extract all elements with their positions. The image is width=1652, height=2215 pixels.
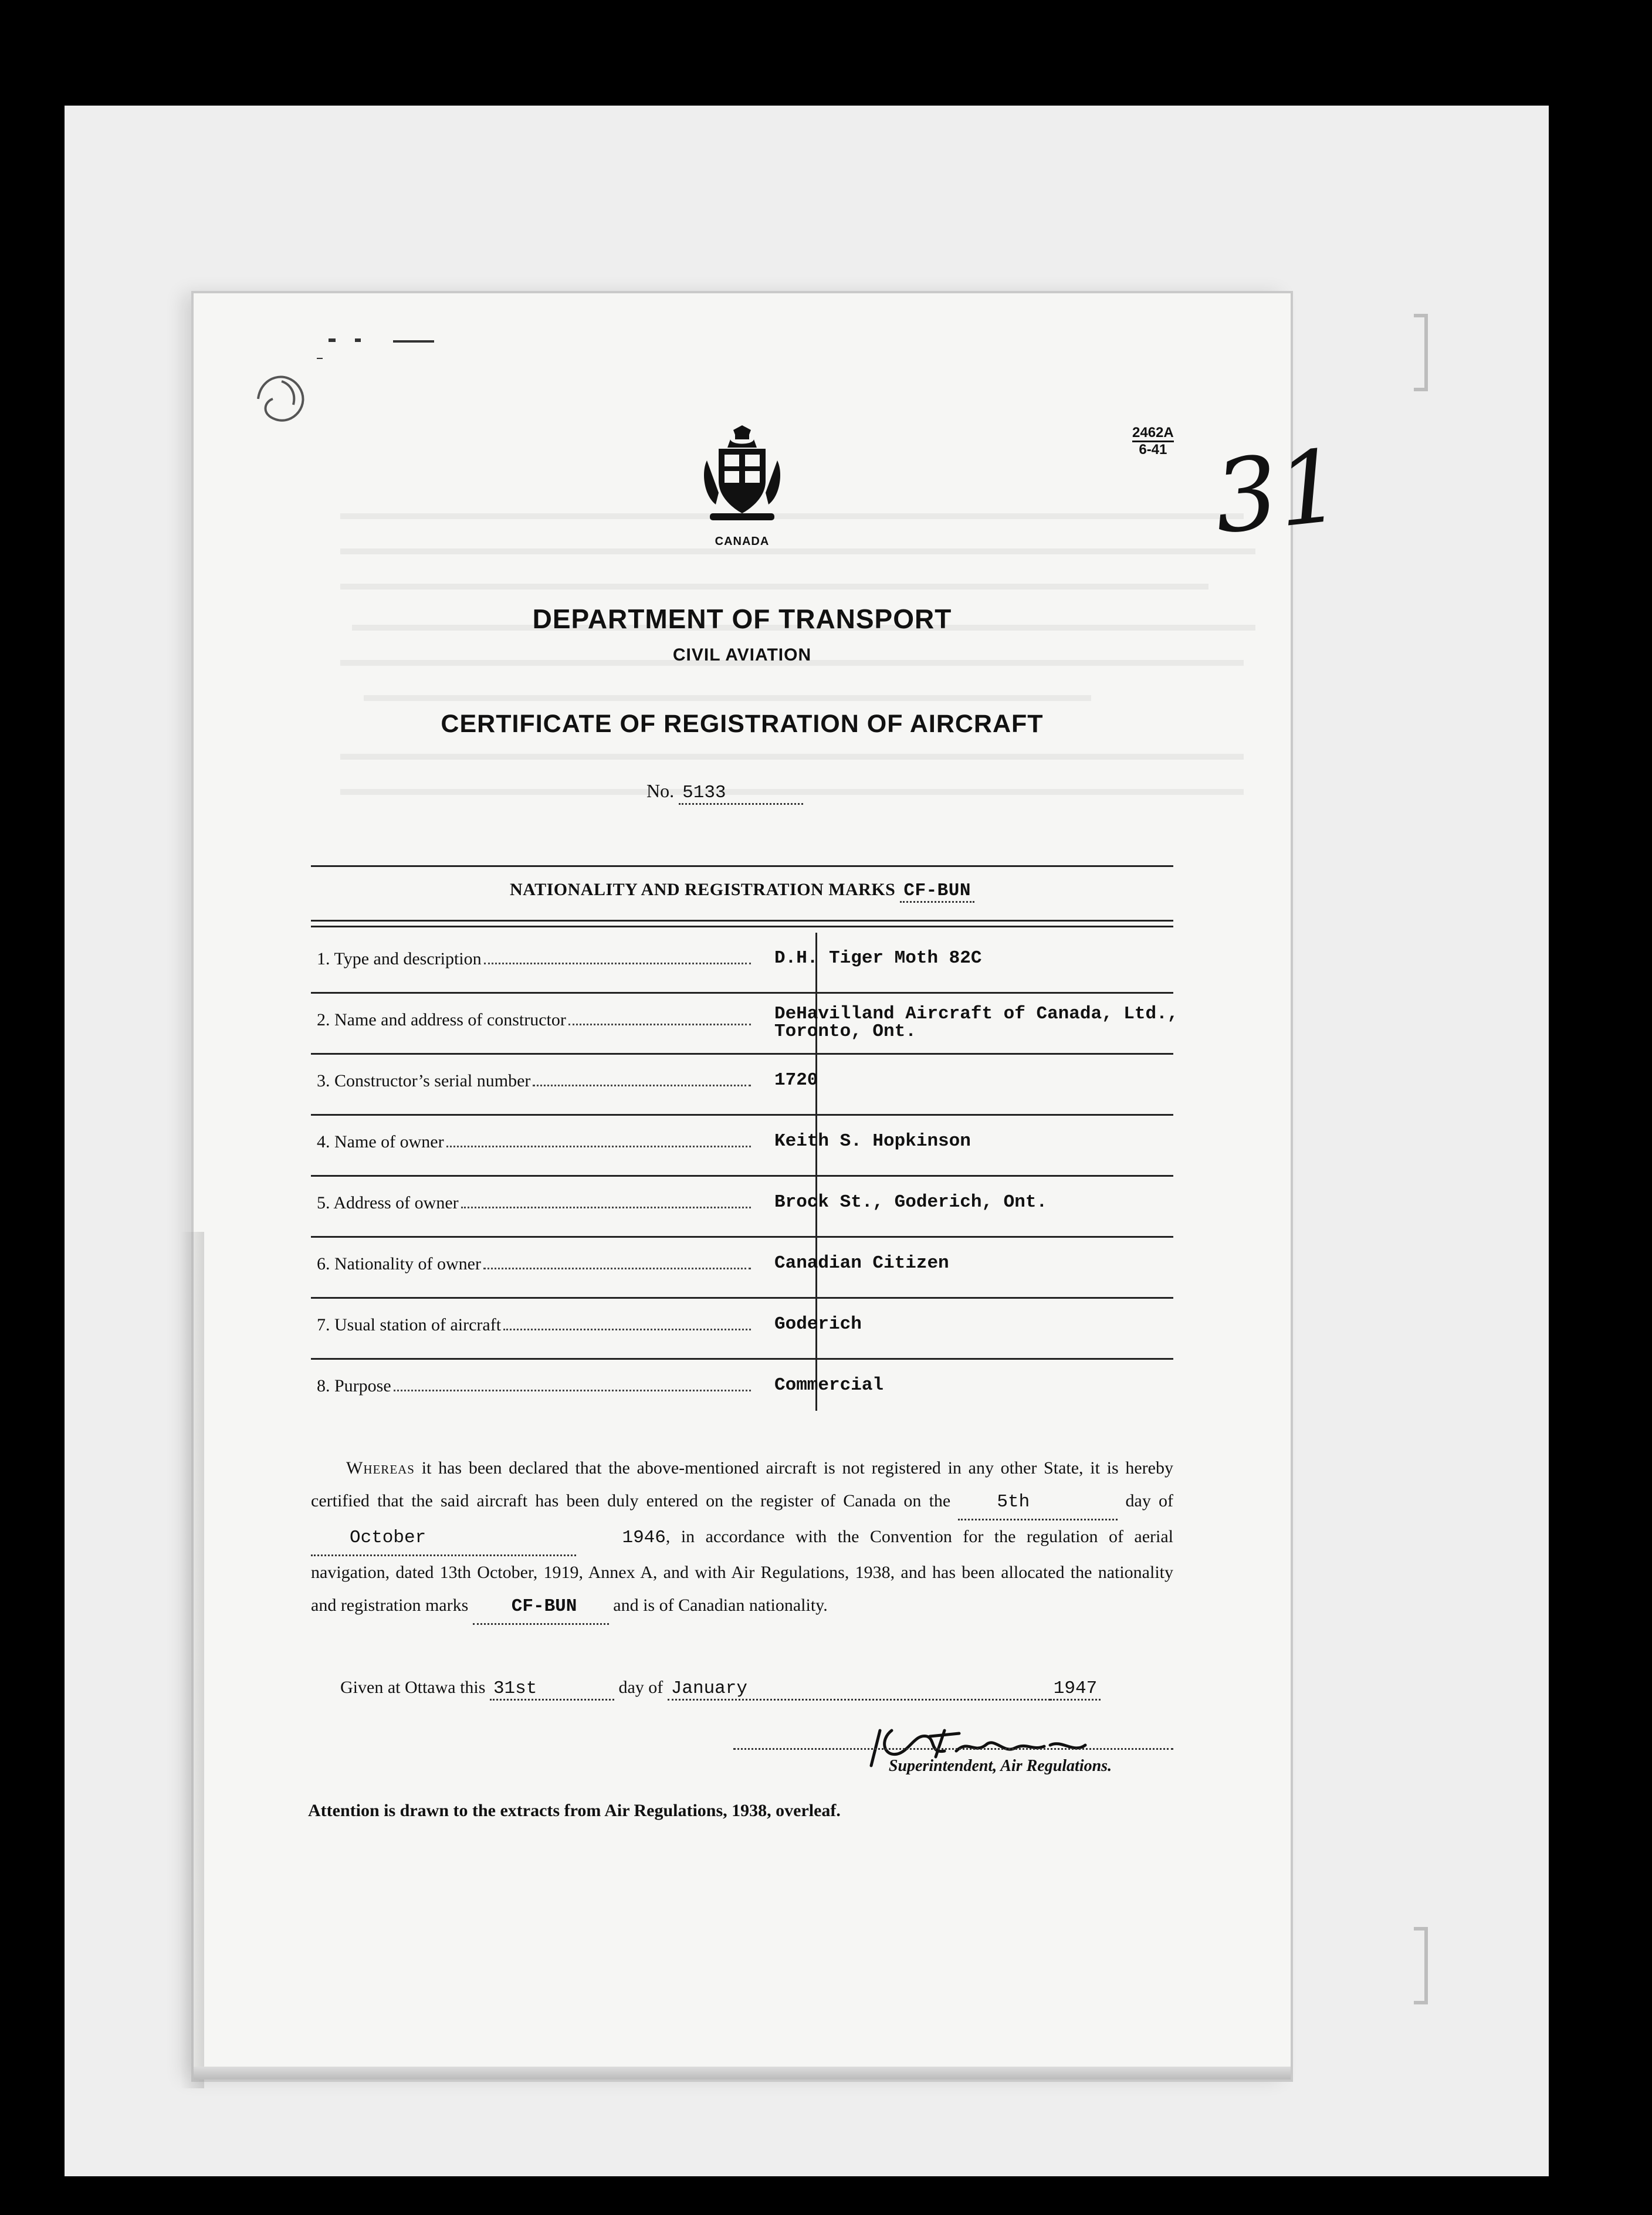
row-label: 3. Constructor’s serial number (317, 1071, 531, 1090)
row-value: Brock St., Goderich, Ont. (774, 1192, 1048, 1213)
form-code-number: 2462A (1132, 425, 1174, 441)
corner-dash-marks (329, 334, 446, 346)
row-value: Canadian Citizen (774, 1253, 949, 1274)
department-heading: DEPARTMENT OF TRANSPORT (532, 604, 952, 634)
registration-marks-value: CF-BUN (473, 1590, 609, 1625)
certificate-document (194, 293, 1348, 2079)
registration-year: 1946 (622, 1528, 666, 1548)
table-row (311, 1360, 1173, 1419)
row-label: 4. Name of owner (317, 1132, 444, 1151)
certificate-title: CERTIFICATE OF REGISTRATION OF AIRCRAFT (441, 710, 1044, 738)
given-year: 1947 (1050, 1678, 1101, 1701)
registration-day: 5th (958, 1486, 1118, 1520)
row-value: DeHavilland Aircraft of Canada, Ltd., Toronto, Ont. (774, 1004, 1179, 1042)
certification-paragraph (311, 1452, 1173, 1625)
row-label: 7. Usual station of aircraft (317, 1315, 502, 1335)
whereas-text-2: , in accordance with the Convention for the regulation of aerial navigation, dated 13th October, 1919, Annex A, and with Air Regulations, 1938, and has been allocated the nationality and registration marks (311, 1527, 1174, 1615)
row-value: D.H. Tiger Moth 82C (774, 948, 982, 968)
registration-day-of: day of (1125, 1491, 1173, 1510)
signature-line (733, 1748, 1173, 1750)
row-value: Commercial (774, 1375, 884, 1396)
table-row (311, 1238, 1173, 1299)
branch-heading: CIVIL AVIATION (672, 645, 812, 665)
given-prefix: Given at Ottawa this (340, 1678, 486, 1697)
row-label: 5. Address of owner (317, 1193, 459, 1213)
row-label: 2. Name and address of constructor (317, 1010, 566, 1029)
scan-corner-mark-bottom (1414, 1927, 1428, 2004)
rule-above-nationality (311, 865, 1173, 867)
given-at-line (340, 1678, 1173, 1701)
attention-note: Attention is drawn to the extracts from Air Regulations, 1938, overleaf. (308, 1801, 841, 1820)
certificate-number-value: 5133 (679, 783, 803, 805)
whereas-text-3: and is of Canadian nationality. (613, 1596, 828, 1615)
whereas-text-1: it has been declared that the above-mentioned aircraft is not registered in any other State, it is hereby certified that the said aircraft has been duly entered on the register of Canada on the (311, 1458, 1173, 1510)
whereas-word: Whereas (346, 1458, 415, 1478)
row-label: 6. Nationality of owner (317, 1254, 481, 1274)
certificate-number-line (646, 780, 803, 805)
given-month: January (668, 1678, 1050, 1701)
scan-corner-mark-top (1414, 314, 1428, 391)
coat-of-arms-caption: CANADA (715, 535, 770, 548)
registration-month: October (311, 1522, 576, 1556)
row-value: Keith S. Hopkinson (774, 1131, 971, 1151)
row-label: 1. Type and description (317, 949, 482, 968)
table-row (311, 1055, 1173, 1116)
table-row (311, 994, 1179, 1055)
handwritten-folio-number: 31 (1208, 428, 1348, 557)
given-day-of: day of (618, 1678, 663, 1697)
corner-stamp-mark (246, 358, 323, 434)
nationality-marks-line (194, 880, 1291, 903)
form-code-date: 6-41 (1132, 441, 1174, 458)
registration-details-table (311, 933, 1179, 1419)
form-code (1132, 425, 1174, 458)
table-row (311, 933, 1173, 994)
table-row (311, 1116, 1173, 1177)
rule-below-nationality-1 (311, 920, 1173, 922)
nationality-marks-value: CF-BUN (900, 880, 974, 903)
nationality-marks-label: NATIONALITY AND REGISTRATION MARKS (510, 880, 896, 899)
certificate-number-label: No. (646, 780, 675, 801)
given-day: 31st (490, 1678, 614, 1701)
coat-of-arms-icon (701, 425, 783, 525)
row-value: 1720 (774, 1070, 818, 1090)
table-row (311, 1177, 1173, 1238)
row-value: Goderich (774, 1314, 862, 1335)
signatory-title: Superintendent, Air Regulations. (888, 1757, 1112, 1775)
rule-below-nationality-2 (311, 926, 1173, 927)
table-row (311, 1299, 1173, 1360)
page-bottom-edge (194, 2067, 1291, 2079)
row-label: 8. Purpose (317, 1376, 391, 1396)
page-fold-shadow (181, 1232, 204, 2088)
